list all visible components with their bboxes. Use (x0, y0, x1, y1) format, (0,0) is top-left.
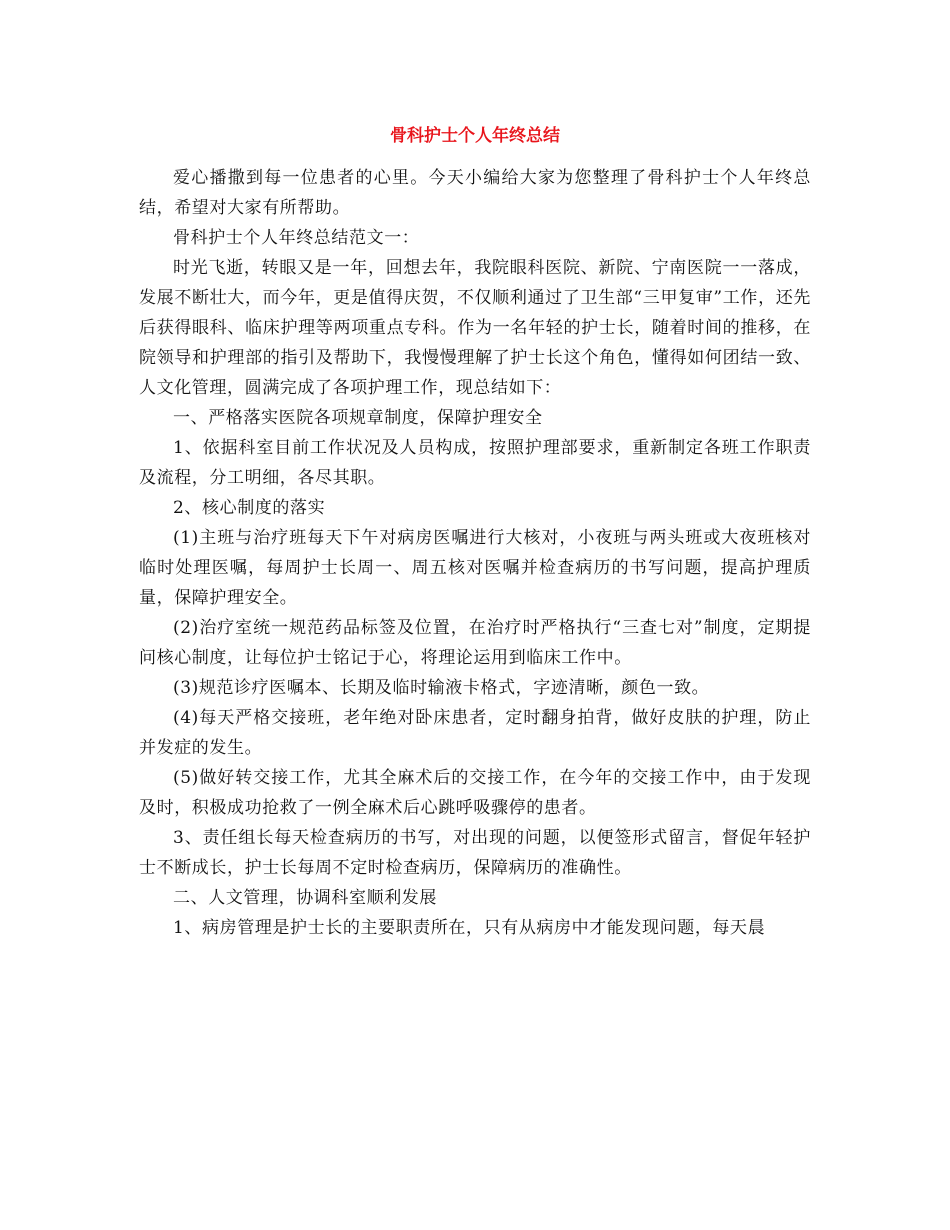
paragraph-subitem-3: (3)规范诊疗医嘱本、长期及临时输液卡格式，字迹清晰，颜色一致。 (173, 678, 710, 698)
document-title: 骨科护士个人年终总结 (390, 126, 560, 146)
paragraph-opening: 时光飞逝，转眼又是一年，回想去年，我院眼科医院、新院、宁南医院一一落成，发展不断壮大，而今年，更是值得庆贺，不仅顺利通过了卫生部“三甲复审”工作，还先后获得眼科、临床护理等两项重点专科。作为一名年轻的护士长，随着时间的推移，在院领导和护理部的指引及帮助下，我慢慢理解了护士长这个角色，懂得如何团结一致、人文化管理，圆满完成了各项护理工作，现总结如下： (139, 258, 811, 398)
paragraph-item-1: 1、依据科室目前工作状况及人员构成，按照护理部要求，重新制定各班工作职责及流程，分工明细，各尽其职。 (139, 438, 811, 488)
paragraph-item-2: 2、核心制度的落实 (173, 498, 326, 518)
paragraph-subitem-5: (5)做好转交接工作，尤其全麻术后的交接工作，在今年的交接工作中，由于发现及时，积极成功抢救了一例全麻术后心跳呼吸骤停的患者。 (139, 768, 811, 818)
paragraph-item-3: 3、责任组长每天检查病历的书写，对出现的问题，以便签形式留言，督促年轻护士不断成长，护士长每周不定时检查病历，保障病历的准确性。 (139, 828, 811, 878)
paragraph-subitem-1: (1)主班与治疗班每天下午对病房医嘱进行大核对，小夜班与两头班或大夜班核对临时处理医嘱，每周护士长周一、周五核对医嘱并检查病历的书写问题，提高护理质量，保障护理安全。 (139, 528, 811, 608)
section-heading-2: 二、人文管理，协调科室顺利发展 (173, 888, 437, 908)
paragraph-subitem-2: (2)治疗室统一规范药品标签及位置，在治疗时严格执行“三查七对”制度，定期提问核心制度，让每位护士铭记于心，将理论运用到临床工作中。 (139, 618, 811, 668)
paragraph-section2-item-1: 1、病房管理是护士长的主要职责所在，只有从病房中才能发现问题，每天晨 (173, 918, 766, 938)
paragraph-subitem-4: (4)每天严格交接班，老年绝对卧床患者，定时翻身拍背，做好皮肤的护理，防止并发症的发生。 (139, 708, 811, 758)
paragraph-intro: 爱心播撒到每一位患者的心里。今天小编给大家为您整理了骨科护士个人年终总结，希望对大家有所帮助。 (139, 168, 811, 218)
section-heading-1: 一、严格落实医院各项规章制度，保障护理安全 (173, 408, 543, 428)
document-body (139, 163, 811, 943)
paragraph-sample-heading: 骨科护士个人年终总结范文一： (173, 228, 420, 248)
